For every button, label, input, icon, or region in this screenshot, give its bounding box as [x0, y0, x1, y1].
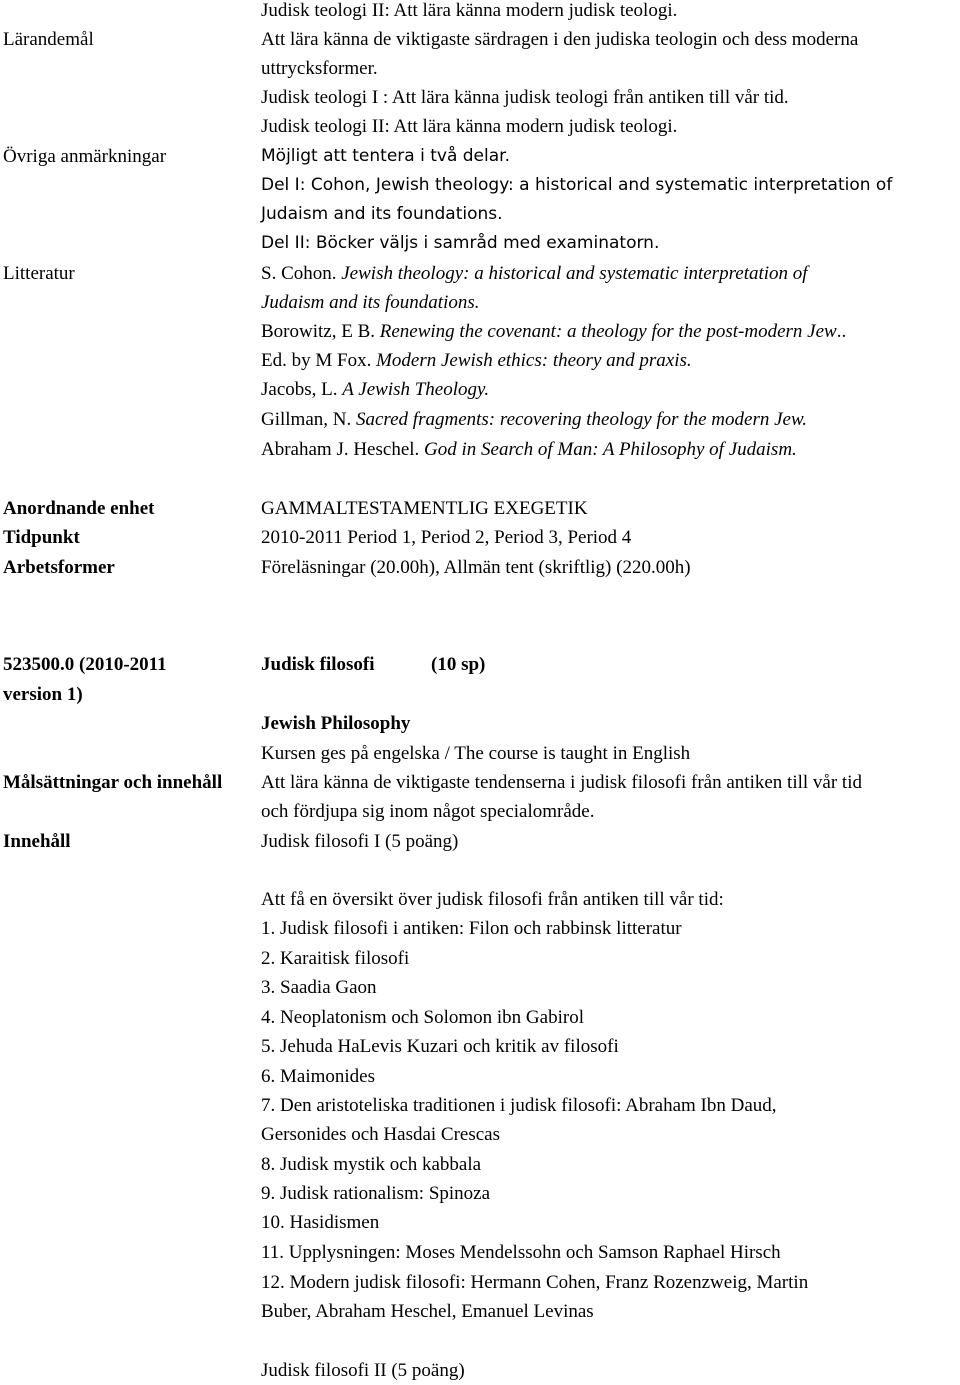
course-code: 523500.0 (2010-2011 [3, 654, 167, 675]
topic-item: 7. Den aristoteliska traditionen i judisk filosofi: Abraham Ibn Daud, [261, 1095, 777, 1116]
anordnande-value: GAMMALTESTAMENTLIG EXEGETIK [261, 498, 588, 519]
overview-text: Att få en översikt över judisk filosofi från antiken till vår tid: [261, 889, 724, 910]
malsattningar-label: Målsättningar och innehåll [3, 772, 223, 793]
larandemal-line: uttrycksformer. [261, 58, 378, 79]
arbetsformer-value: Föreläsningar (20.00h), Allmän tent (skriftlig) (220.00h) [261, 557, 691, 578]
reference-item: Ed. by M Fox. Modern Jewish ethics: theory and praxis. [261, 350, 692, 371]
larandemal-line: Judisk teologi I : Att lära känna judisk teologi från antiken till vår tid. [261, 87, 789, 108]
topic-item: 2. Karaitisk filosofi [261, 948, 410, 969]
intro-line: Judisk teologi II: Att lära känna modern judisk teologi. [261, 0, 678, 21]
reference-item: S. Cohon. Jewish theology: a historical and systematic interpretation of [261, 263, 808, 284]
reference-item: Borowitz, E B. Renewing the covenant: a theology for the post-modern Jew.. [261, 321, 847, 342]
tidpunkt-value: 2010-2011 Period 1, Period 2, Period 3, Period 4 [261, 527, 632, 548]
larandemal-line: Att lära känna de viktigaste särdragen i den judiska teologin och dess moderna [261, 29, 859, 50]
innehall-label: Innehåll [3, 831, 71, 852]
litteratur-label: Litteratur [3, 263, 75, 284]
topic-item: 3. Saadia Gaon [261, 977, 377, 998]
topic-item: 10. Hasidismen [261, 1212, 380, 1233]
course-name: Judisk filosofi [261, 654, 375, 675]
topic-item: 1. Judisk filosofi i antiken: Filon och rabbinsk litteratur [261, 918, 682, 939]
course-english-name: Jewish Philosophy [261, 713, 411, 734]
course-language: Kursen ges på engelska / The course is taught in English [261, 743, 691, 764]
topic-item: Gersonides och Hasdai Crescas [261, 1124, 501, 1145]
malsattningar-line: Att lära känna de viktigaste tendenserna i judisk filosofi från antiken till vår tid [261, 772, 862, 793]
topic-item: 11. Upplysningen: Moses Mendelssohn och Samson Raphael Hirsch [261, 1242, 781, 1263]
ovriga-label: Övriga anmärkningar [3, 146, 167, 167]
topic-item: 9. Judisk rationalism: Spinoza [261, 1183, 491, 1204]
ovriga-line: Judaism and its foundations. [261, 204, 503, 224]
reference-item: Gillman, N. Sacred fragments: recovering theology for the modern Jew. [261, 409, 807, 430]
topic-item: 5. Jehuda HaLevis Kuzari och kritik av filosofi [261, 1036, 619, 1057]
topic-item: 12. Modern judisk filosofi: Hermann Cohen, Franz Rozenzweig, Martin [261, 1272, 809, 1293]
part1-title: Judisk filosofi I (5 poäng) [261, 831, 459, 852]
reference-item: Judaism and its foundations. [261, 292, 480, 313]
topic-item: 6. Maimonides [261, 1066, 375, 1087]
topic-item: 4. Neoplatonism och Solomon ibn Gabirol [261, 1007, 584, 1028]
ovriga-line: Del I: Cohon, Jewish theology: a historical and systematic interpretation of [261, 175, 893, 195]
arbetsformer-label: Arbetsformer [3, 557, 115, 578]
ovriga-line: Del II: Böcker väljs i samråd med examinatorn. [261, 233, 660, 253]
larandemal-label: Lärandemål [3, 29, 94, 50]
reference-item: Jacobs, L. A Jewish Theology. [261, 379, 490, 400]
ovriga-line: Möjligt att tentera i två delar. [261, 146, 510, 166]
tidpunkt-label: Tidpunkt [3, 527, 80, 548]
reference-item: Abraham J. Heschel. God in Search of Man: A Philosophy of Judaism. [261, 439, 797, 460]
anordnande-label: Anordnande enhet [3, 498, 155, 519]
malsattningar-line: och fördjupa sig inom något specialområde. [261, 801, 595, 822]
course-version: version 1) [3, 684, 83, 705]
topic-item: 8. Judisk mystik och kabbala [261, 1154, 482, 1175]
topic-item: Buber, Abraham Heschel, Emanuel Levinas [261, 1301, 594, 1322]
part2-title: Judisk filosofi II (5 poäng) [261, 1360, 465, 1381]
course-credits: (10 sp) [431, 654, 486, 675]
larandemal-line: Judisk teologi II: Att lära känna modern judisk teologi. [261, 116, 678, 137]
